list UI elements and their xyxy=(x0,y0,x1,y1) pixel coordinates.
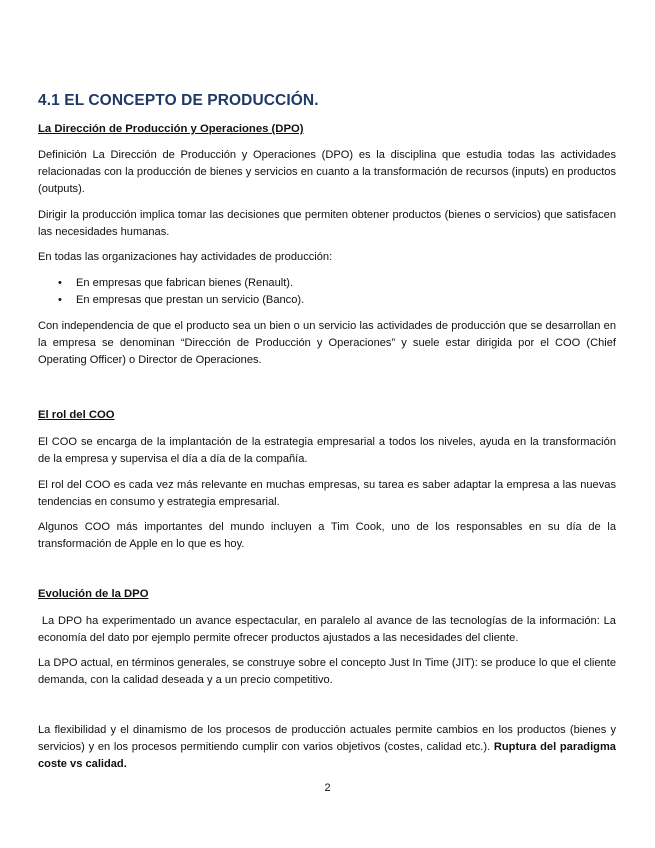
list-item: • En empresas que prestan un servicio (Banco). xyxy=(38,292,616,309)
paragraph: El rol del COO es cada vez más relevante en muchas empresas, su tarea es saber adaptar la empresa a las nuevas tendencias en consumo y estrategia empresarial. xyxy=(38,479,616,508)
paragraph: La DPO actual, en términos generales, se construye sobre el concepto Just In Time (JIT): se produce lo que el cliente demanda, con la calidad deseada y a un precio competitivo. xyxy=(38,657,616,686)
paragraph: Algunos COO más importantes del mundo incluyen a Tim Cook, uno de los responsables en su día de la transformación de Apple en lo que es hoy. xyxy=(38,521,616,550)
section-heading-dpo: La Dirección de Producción y Operaciones (DPO) xyxy=(38,123,304,135)
page-number: 2 xyxy=(324,782,331,794)
paragraph-bold-text: Ruptura del paradigma coste vs calidad. xyxy=(38,741,616,770)
paragraph: Con independencia de que el producto sea un bien o un servicio las actividades de producción que se desarrollan en la empresa se denominan “Dirección de Producción y Operaciones” y suele estar dirigida por el COO (Chief Operating Officer) o Director de Operaciones. xyxy=(38,320,616,366)
paragraph xyxy=(38,722,616,773)
page-title: 4.1 EL CONCEPTO DE PRODUCCIÓN. xyxy=(38,92,319,109)
paragraph: Definición La Dirección de Producción y Operaciones (DPO) es la disciplina que estudia todas las actividades relacionadas con la producción de bienes y servicios en cuanto a la transformación de recursos (inputs) en productos (outputs). xyxy=(38,149,616,195)
paragraph: Dirigir la producción implica tomar las decisiones que permiten obtener productos (bienes o servicios) que satisfacen las necesidades humanas. xyxy=(38,209,616,238)
list-item: • En empresas que fabrican bienes (Renault). xyxy=(38,275,616,292)
paragraph-text: La flexibilidad y el dinamismo de los procesos de producción actuales permite cambios en los productos (bienes y servicios) y en los procesos permitiendo cumplir con varios objetivos (costes, calidad etc.). xyxy=(38,724,616,753)
paragraph: El COO se encarga de la implantación de la estrategia empresarial a todos los niveles, ayuda en la transformación de la empresa y supervisa el día a día de la compañía. xyxy=(38,436,616,465)
section-heading-coo: El rol del COO xyxy=(38,409,115,421)
paragraph: La DPO ha experimentado un avance espectacular, en paralelo al avance de las tecnologías de la información: La economía del dato por ejemplo permite ofrecer productos ajustados a las necesidades del cliente. xyxy=(38,615,620,644)
bullet-list xyxy=(38,275,616,309)
paragraph: En todas las organizaciones hay actividades de producción: xyxy=(38,251,333,263)
section-heading-evolucion: Evolución de la DPO xyxy=(38,588,149,600)
